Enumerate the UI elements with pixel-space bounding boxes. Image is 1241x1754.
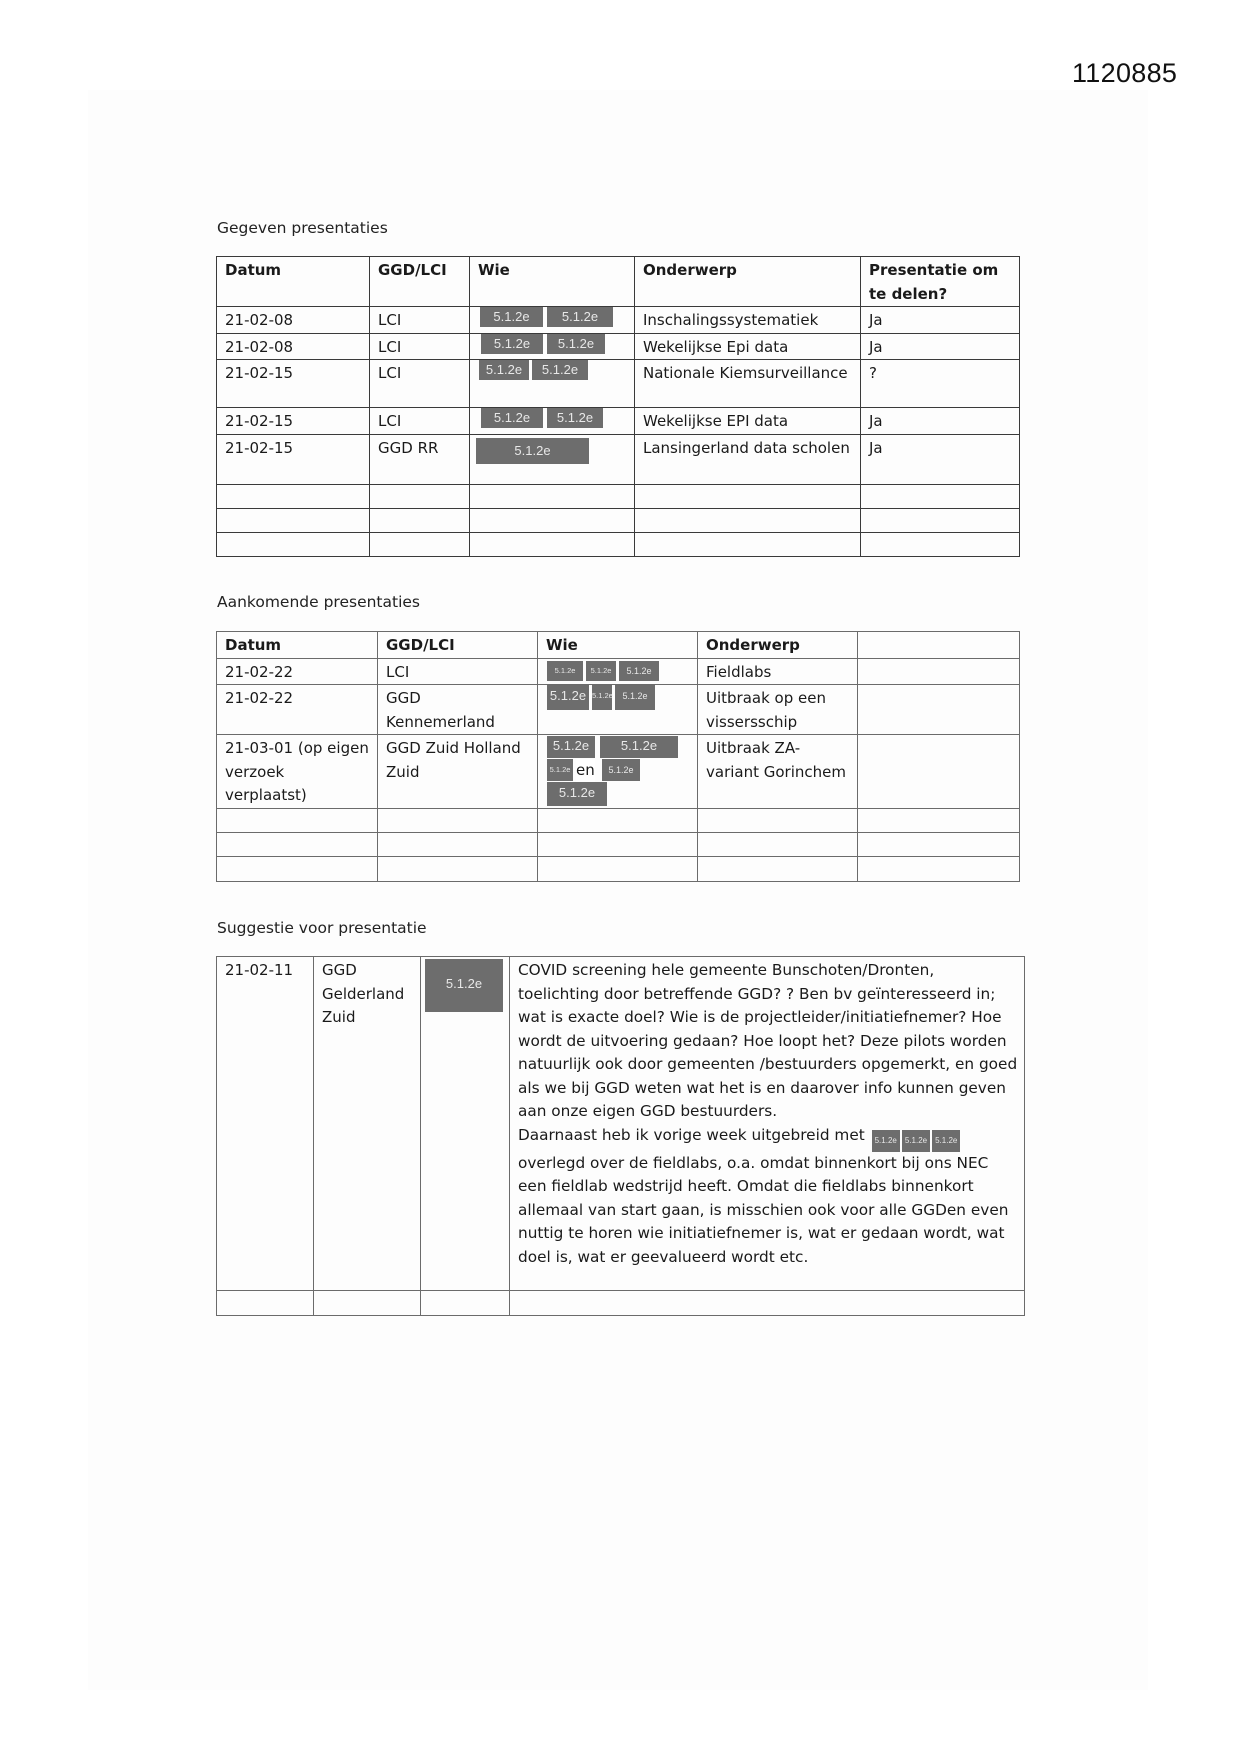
- description-paragraph-2-end: overlegd over de fieldlabs, o.a. omdat binnenkort bij ons NEC een fieldlab wedstrijd heeft. Omdat die fieldlabs binnenkort allemaal van start gaan, is misschien ook voor alle GGDen even nuttig te horen wie initiatiefnemer is, wat er gedaan wordt, wat doel is, wat er geevalueerd wordt etc.: [518, 1153, 1009, 1266]
- redaction-box: 5.1.2e: [532, 360, 588, 380]
- redaction-box: 5.1.2e: [481, 408, 543, 428]
- cell-delen: Ja: [861, 307, 1020, 334]
- redaction-box: 5.1.2e: [547, 307, 613, 327]
- redaction-box: 5.1.2e: [547, 782, 607, 806]
- empty-row: [217, 508, 1020, 532]
- cell-ggd: GGD RR: [370, 434, 470, 484]
- redaction-box: 5.1.2e: [592, 685, 612, 710]
- redaction-box: 5.1.2e: [600, 736, 678, 758]
- redaction-box: 5.1.2e: [547, 736, 595, 758]
- redaction-box: 5.1.2e: [547, 408, 603, 428]
- cell-onderwerp: Uitbraak op een vissersschip: [698, 685, 858, 735]
- redaction-box: 5.1.2e: [547, 334, 605, 354]
- cell-datum: 21-02-22: [217, 658, 378, 685]
- cell-datum: 21-02-08: [217, 333, 370, 360]
- cell-wie: [470, 360, 635, 408]
- header-ggd-lci: GGD/LCI: [370, 257, 470, 307]
- header-onderwerp: Onderwerp: [635, 257, 861, 307]
- given-presentations-table: [216, 256, 1020, 557]
- cell-wie: [470, 408, 635, 435]
- redaction-box: 5.1.2e: [479, 360, 529, 380]
- cell-onderwerp: Nationale Kiemsurveillance: [635, 360, 861, 408]
- redaction-box: 5.1.2e: [547, 759, 573, 781]
- header-wie: Wie: [470, 257, 635, 307]
- empty-row: [217, 1291, 1025, 1316]
- redaction-box: 5.1.2e: [476, 438, 589, 464]
- redaction-box: 5.1.2e: [602, 759, 640, 781]
- cell-ggd: LCI: [370, 408, 470, 435]
- cell-datum: 21-02-15: [217, 360, 370, 408]
- cell-datum: 21-02-08: [217, 307, 370, 334]
- cell-ggd: LCI: [378, 658, 538, 685]
- document-number: 1120885: [1072, 58, 1178, 88]
- table-row: [217, 408, 1020, 435]
- redaction-box: 5.1.2e: [619, 661, 659, 681]
- description-paragraph-2-start: Daarnaast heb ik vorige week uitgebreid met: [518, 1125, 865, 1144]
- empty-row: [217, 532, 1020, 556]
- redaction-box: 5.1.2e: [547, 685, 589, 710]
- cell-ggd: GGD Gelderland Zuid: [314, 957, 421, 1291]
- suggestion-table: [216, 956, 1025, 1316]
- redaction-box: 5.1.2e: [872, 1130, 900, 1152]
- cell-wie: [470, 307, 635, 334]
- section-title-given: Gegeven presentaties: [217, 219, 388, 237]
- table-row: [217, 957, 1025, 1291]
- description-paragraph-1: COVID screening hele gemeente Bunschoten/Dronten, toelichting door betreffende GGD? ? Ben bv geïnteresseerd in; wat is exacte doel? Wie is de projectleider/initiatiefnemer? Hoe wordt de uitvoering gedaan? Hoe loopt het? Deze pilots worden natuurlijk ook door gemeenten /bestuurders opgemerkt, en goed als we bij GGD weten wat het is en daarover info kunnen geven aan onze eigen GGD bestuurders.: [518, 961, 1018, 1120]
- cell-datum: 21-02-15: [217, 434, 370, 484]
- header-datum: Datum: [217, 257, 370, 307]
- cell-onderwerp: Inschalingssystematiek: [635, 307, 861, 334]
- cell-ggd: LCI: [370, 333, 470, 360]
- table-header-row: [217, 632, 1020, 659]
- cell-onderwerp: Uitbraak ZA-variant Gorinchem: [698, 735, 858, 809]
- redaction-box: 5.1.2e: [615, 685, 655, 710]
- cell-datum: 21-02-15: [217, 408, 370, 435]
- cell-datum: 21-02-11: [217, 957, 314, 1291]
- cell-delen: ?: [861, 360, 1020, 408]
- cell-extra: [858, 735, 1020, 809]
- empty-row: [217, 832, 1020, 856]
- table-row: [217, 360, 1020, 408]
- cell-extra: [858, 685, 1020, 735]
- redaction-box: 5.1.2e: [425, 959, 503, 1012]
- empty-row: [217, 856, 1020, 881]
- table-row: [217, 333, 1020, 360]
- table-row: [217, 307, 1020, 334]
- table-row: [217, 735, 1020, 809]
- upcoming-presentations-table: [216, 631, 1020, 882]
- conjunction-text: en: [576, 759, 595, 783]
- header-onderwerp: Onderwerp: [698, 632, 858, 659]
- section-title-upcoming: Aankomende presentaties: [217, 593, 421, 611]
- table-row: [217, 658, 1020, 685]
- cell-description: [510, 957, 1025, 1291]
- cell-delen: Ja: [861, 333, 1020, 360]
- cell-delen: Ja: [861, 408, 1020, 435]
- header-empty: [858, 632, 1020, 659]
- redaction-box: 5.1.2e: [547, 661, 583, 681]
- cell-wie: [421, 957, 510, 1291]
- cell-ggd: GGD Zuid Holland Zuid: [378, 735, 538, 809]
- cell-wie: [538, 658, 698, 685]
- header-datum: Datum: [217, 632, 378, 659]
- cell-wie: [538, 685, 698, 735]
- section-title-suggestion: Suggestie voor presentatie: [217, 919, 427, 937]
- empty-row: [217, 808, 1020, 832]
- table-row: [217, 685, 1020, 735]
- cell-ggd: LCI: [370, 307, 470, 334]
- table-header-row: [217, 257, 1020, 307]
- empty-row: [217, 484, 1020, 508]
- cell-onderwerp: Lansingerland data scholen: [635, 434, 861, 484]
- cell-onderwerp: Wekelijkse Epi data: [635, 333, 861, 360]
- header-wie: Wie: [538, 632, 698, 659]
- cell-ggd: LCI: [370, 360, 470, 408]
- cell-wie: [470, 434, 635, 484]
- cell-ggd: GGD Kennemerland: [378, 685, 538, 735]
- redaction-box: 5.1.2e: [902, 1130, 930, 1152]
- header-delen: Presentatie om te delen?: [861, 257, 1020, 307]
- cell-wie: [470, 333, 635, 360]
- cell-extra: [858, 658, 1020, 685]
- cell-onderwerp: Fieldlabs: [698, 658, 858, 685]
- redaction-box: 5.1.2e: [586, 661, 616, 681]
- cell-onderwerp: Wekelijkse EPI data: [635, 408, 861, 435]
- redaction-box: 5.1.2e: [481, 334, 543, 354]
- redaction-box: 5.1.2e: [480, 307, 543, 327]
- cell-datum: 21-03-01 (op eigen verzoek verplaatst): [217, 735, 378, 809]
- table-row: [217, 434, 1020, 484]
- cell-delen: Ja: [861, 434, 1020, 484]
- cell-wie: [538, 735, 698, 809]
- header-ggd-lci: GGD/LCI: [378, 632, 538, 659]
- cell-datum: 21-02-22: [217, 685, 378, 735]
- redaction-box: 5.1.2e: [932, 1130, 960, 1152]
